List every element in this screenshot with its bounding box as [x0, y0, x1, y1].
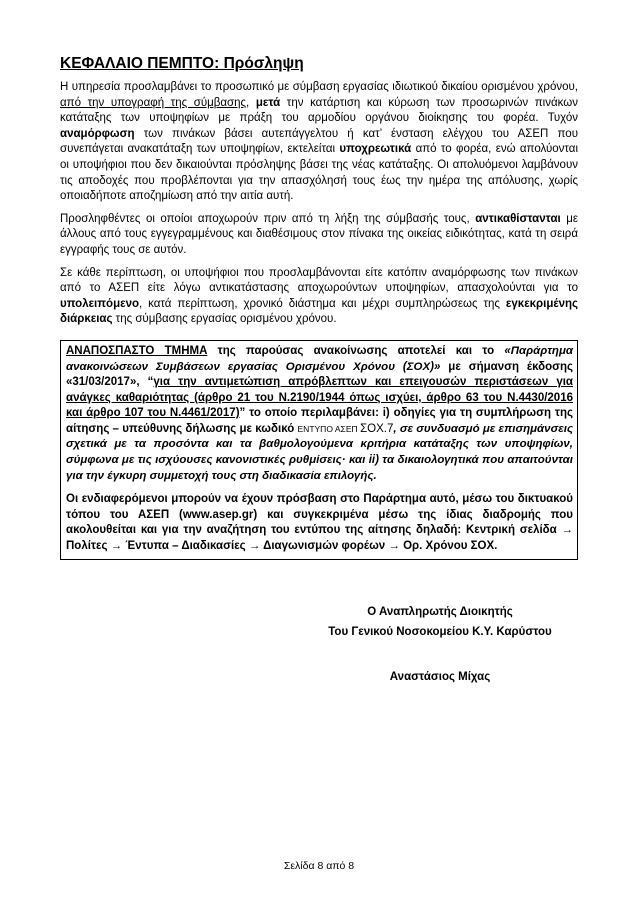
- form-code: ΣΟΧ.7: [360, 422, 394, 435]
- italic-text: , σε συνδυασμό με επισημάνσεις σχετικά με τα προσόντα και τα βαθμολογούμενα κριτήρια κατάταξης των υποψηφίων, σύμφωνα με τις ισχύουσες κανονιστικές ρυθμίσεις· και ii) τα δικαιολογητικά που απαιτούνται για την έγκυρη συμμετοχή τους στη διαδικασία επιλογής.: [66, 422, 574, 482]
- text: , κατά περίπτωση, χρονικό διάστημα και μέχρι συμπληρώσεως της: [139, 297, 506, 310]
- form-code-prefix: ΕΝΤΥΠΟ ΑΣΕΠ: [297, 423, 361, 434]
- paragraph-replacement: [60, 212, 578, 259]
- text: της παρούσας ανακοίνωσης αποτελεί και το: [207, 344, 505, 357]
- bold-text: εγκεκριμένης διάρκειας: [60, 297, 578, 326]
- bold-text: αντικαθίστανται: [475, 212, 561, 225]
- text: την κατάρτιση και κύρωση των προσωρινών πινάκων κατάταξης των υποψηφίων με πράξη του αρμοδίου οργάνου διοίκησης του φορέα. Τυχόν: [60, 96, 578, 125]
- text: με άλλους από τους εγγεγραμμένους και διαθέσιμους στον πίνακα της οικείας ειδικότητας, κατά τη σειρά εγγραφής τους σε αυτόν.: [60, 212, 578, 256]
- bold-text: αναμόρφωση: [60, 127, 135, 140]
- text: της σύμβασης εργασίας ορισμένου χρόνου.: [112, 313, 337, 326]
- text: Η υπηρεσία προσλαμβάνει το προσωπικό με σύμβαση εργασίας ιδιωτικού δικαίου ορισμένου χρόνου,: [60, 81, 578, 93]
- paragraph-duration: [60, 266, 578, 328]
- notice-paragraph-annex: [66, 344, 573, 484]
- notice-paragraph-access: Οι ενδιαφερόμενοι μπορούν να έχουν πρόσβαση στο Παράρτημα αυτό, μέσω του δικτυακού τόπου του ΑΣΕΠ (www.asep.gr) και συγκεκριμένα μέσω της ίδιας διαδρομής που ακολουθείται και για την αναζήτηση του εντύπου της αίτησης δηλαδή: Κεντρική σελίδα → Πολίτες → Έντυπα – Διαδικασίες → Διαγωνισμών φορέων → Ορ. Χρόνου ΣΟΧ.: [66, 493, 573, 553]
- text: ” το οποίο περιλαμβάνει: i) οδηγίες για τη συμπλήρωση της αίτησης – υπεύθυνης δήλωσης με κωδικό: [66, 407, 573, 435]
- paragraph-hiring: [60, 80, 578, 205]
- text: από το φορέα, ενώ απολύονται οι υποψήφιοι που δεν δικαιούνται πρόσληψης βάσει της νέας κατάταξης. Οι απολυόμενοι λαμβάνουν τις αποδοχές που προβλέπονται για την απασχόλησή τους έως την ημέρα της απόλυσης, χωρίς οποιαδήποτε αποζημίωση από την αιτία αυτή.: [60, 143, 579, 203]
- italic-text: «Παράρτημα ανακοινώσεων Συμβάσεων εργασίας Ορισμένου Χρόνου (ΣΟΧ)»: [66, 344, 574, 373]
- text: Σε κάθε περίπτωση, οι υποψήφιοι που προσλαμβάνονται είτε κατόπιν αναμόρφωσης των πινάκων από το ΑΣΕΠ είτε λόγω αντικατάστασης αποχωρούντων υποψηφίων, απασχολούνται για το: [60, 266, 578, 295]
- signature-name: Αναστάσιος Μίχας: [389, 671, 491, 683]
- notice-box: [60, 340, 578, 560]
- text: ,: [246, 96, 256, 109]
- signature-role: Ο Αναπληρωτής Διοικητής: [367, 606, 513, 618]
- bold-text: μετά: [255, 96, 281, 109]
- text: με σήμανση έκδοσης «31/03/2017», “: [66, 360, 573, 389]
- signature-organization: Του Γενικού Νοσοκομείου Κ.Υ. Καρύστου: [328, 626, 552, 638]
- text: των πινάκων βάσει αυτεπάγγελτου ή κατ’ ένσταση ελέγχου του ΑΣΕΠ που συνεπάγεται ανακατάταξη των υποψηφίων, εκτελείται: [60, 127, 578, 156]
- document-page: [60, 54, 578, 560]
- underlined-text: για την αντιμετώπιση απρόβλεπτων και επειγουσών περιστάσεων για ανάγκες καθαριότητας (άρθρο 21 του Ν.2190/1944 όπως ισχύει, άρθρο 63 του Ν.4430/2016 και άρθρο 107 του Ν.4461/2017): [66, 376, 573, 420]
- page-number: Σελίδα 8 από 8: [283, 860, 355, 872]
- chapter-title: ΚΕΦΑΛΑΙΟ ΠΕΜΠΤΟ: Πρόσληψη: [60, 55, 304, 72]
- bold-text: υποχρεωτικά: [339, 143, 412, 156]
- bold-text: υπολειπόμενο: [60, 297, 139, 310]
- text: Προσληφθέντες οι οποίοι αποχωρούν πριν από τη λήξη της σύμβασής τους,: [60, 212, 476, 225]
- underlined-text: ΑΝΑΠΟΣΠΑΣΤΟ ΤΜΗΜΑ: [66, 344, 208, 357]
- underlined-text: από την υπογραφή της σύμβασης: [60, 96, 247, 109]
